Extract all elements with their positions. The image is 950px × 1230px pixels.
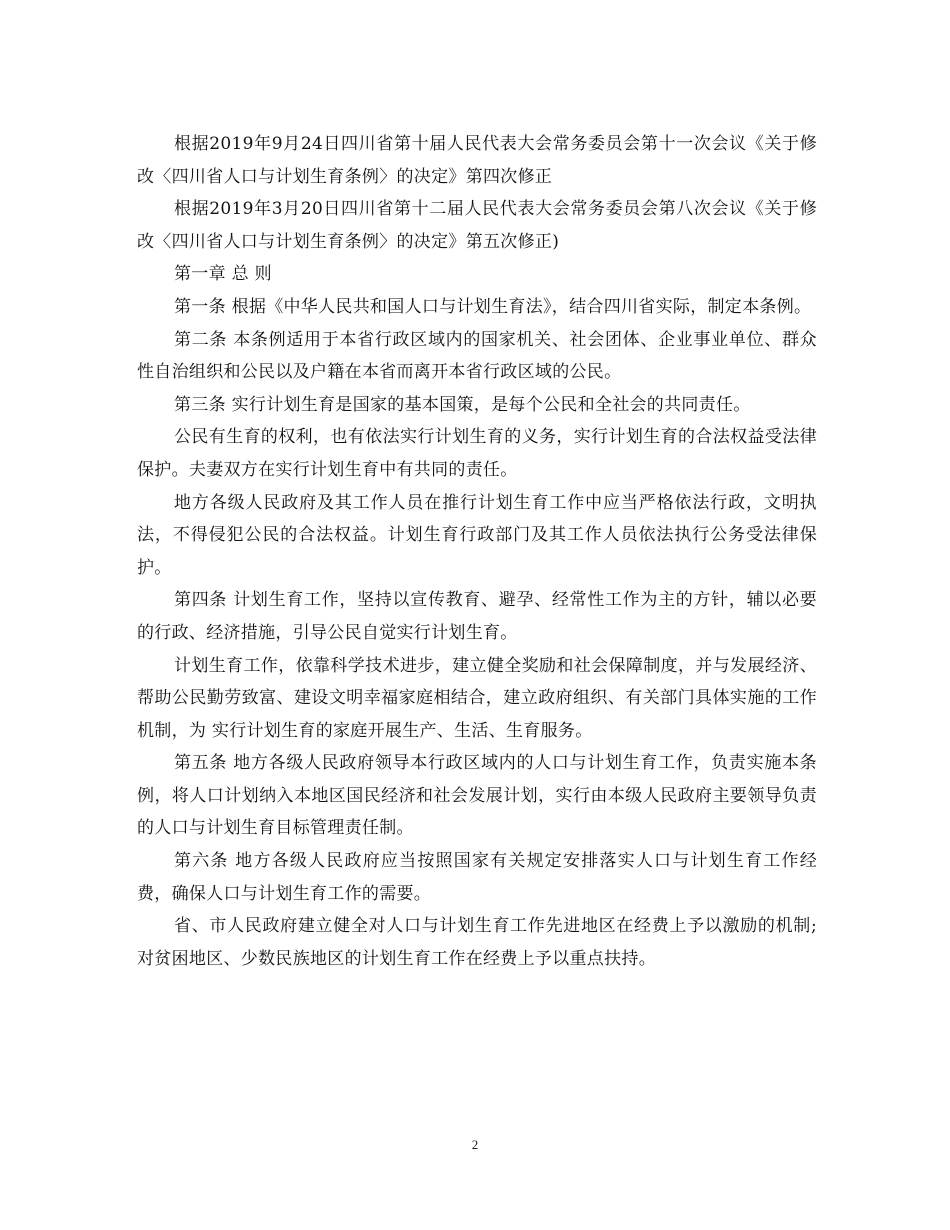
article-paragraph: 第五条 地方各级人民政府领导本行政区域内的人口与计划生育工作，负责实施本条例，将人口计划纳入本地区国民经济和社会发展计划，实行由本级人民政府主要领导负责的人口与计划生育目标管理责任制。 (137, 753, 817, 839)
document-body (137, 128, 817, 975)
article-paragraph: 第三条 实行计划生育是国家的基本国策，是每个公民和全社会的共同责任。 (174, 394, 751, 415)
article-paragraph: 第二条 本条例适用于本省行政区域内的国家机关、社会团体、企业事业单位、群众性自治组织和公民以及户籍在本省而离开本省行政区域的公民。 (137, 329, 817, 383)
article-paragraph: 第四条 计划生育工作，坚持以宣传教育、避孕、经常性工作为主的方针，辅以必要的行政、经济措施，引导公民自觉实行计划生育。 (137, 590, 817, 643)
article-paragraph: 第一条 根据《中华人民共和国人口与计划生育法》，结合四川省实际，制定本条例。 (174, 296, 812, 317)
article-paragraph: 第六条 地方各级人民政府应当按照国家有关规定安排落实人口与计划生育工作经费，确保人口与计划生育工作的需要。 (137, 851, 817, 904)
paragraph: 计划生育工作，依靠科学技术进步，建立健全奖励和社会保障制度，并与发展经济、帮助公民勤劳致富、建设文明幸福家庭相结合，建立政府组织、有关部门具体实施的工作机制，为 实行计划生育的家庭开展生产、生活、生育服务。 (137, 655, 817, 741)
paragraph: 根据2019年3月20日四川省第十二届人民代表大会常务委员会第八次会议《关于修改〈四川省人口与计划生育条例〉的决定》第五次修正) (137, 199, 817, 252)
paragraph: 根据2019年9月24日四川省第十届人民代表大会常务委员会第十一次会议《关于修改〈四川省人口与计划生育条例〉的决定》第四次修正 (137, 134, 817, 187)
paragraph: 公民有生育的权利，也有依法实行计划生育的义务，实行计划生育的合法权益受法律保护。夫妻双方在实行计划生育中有共同的责任。 (137, 427, 817, 480)
chapter-heading: 第一章 总 则 (174, 264, 272, 285)
paragraph: 省、市人民政府建立健全对人口与计划生育工作先进地区在经费上予以激励的机制;对贫困地区、少数民族地区的计划生育工作在经费上予以重点扶持。 (137, 916, 817, 969)
paragraph: 地方各级人民政府及其工作人员在推行计划生育工作中应当严格依法行政，文明执法，不得侵犯公民的合法权益。计划生育行政部门及其工作人员依法执行公务受法律保护。 (137, 492, 817, 578)
page-number: 2 (471, 1137, 479, 1152)
